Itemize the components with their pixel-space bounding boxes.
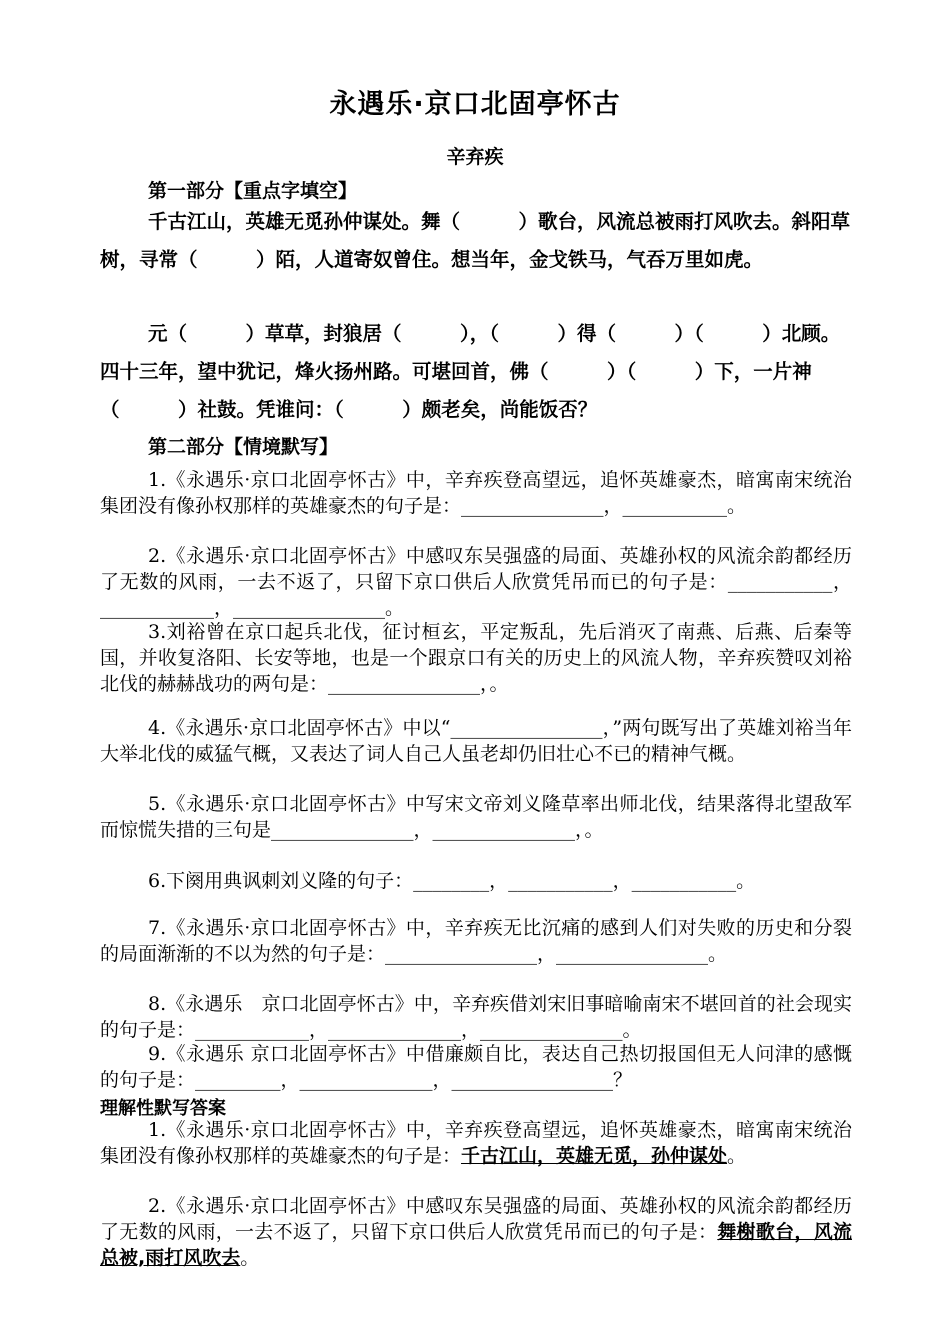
question-item: 4.《永遇乐·京口北固亭怀古》中以“________________，”两句既写出了英雄刘裕当年大举北伐的威猛气概，又表达了词人自己人虽老却仍旧壮心不已的精神气概。: [100, 717, 852, 765]
question-item: 7.《永遇乐·京口北固亭怀古》中，辛弃疾无比沉痛的感到人们对失败的历史和分裂的局面渐渐的不以为然的句子是：________________，________________。: [100, 917, 852, 965]
answer-end: 。: [727, 1145, 747, 1167]
poem-title: 永遇乐·京口北固亭怀古: [329, 89, 621, 120]
answer-highlight: 舞榭歌台，风流总被,雨打风吹去: [100, 1221, 852, 1269]
question-item: 9.《永遇乐 京口北固亭怀古》中借廉颇自比，表达自己热切报国但无人问津的感慨的句子是：_________，______________，_________________？: [100, 1043, 852, 1091]
fill-paragraph-1: 千古江山，英雄无觅孙仲谋处。舞（ ）歌台，风流总被雨打风吹去。斜阳草树，寻常（ ）陌，人道寄奴曾住。想当年，金戈铁马，气吞万里如虎。: [100, 210, 851, 271]
question-item: 2.《永遇乐·京口北固亭怀古》中感叹东吴强盛的局面、英雄孙权的风流余韵都经历了无数的风雨，一去不返了，只留下京口供后人欣赏凭吊而已的句子是：___________，____________，________________。: [100, 545, 852, 619]
answers-heading: 理解性默写答案: [100, 1098, 226, 1119]
answer-highlight: 千古江山，英雄无觅，孙仲谋处: [461, 1145, 728, 1167]
question-item: 8.《永遇乐 京口北固亭怀古》中，辛弃疾借刘宋旧事暗喻南宋不堪回首的社会现实的句子是：____________，______________，_______________。: [100, 993, 852, 1041]
question-item: 5.《永遇乐·京口北固亭怀古》中写宋文帝刘义隆草率出师北伐，结果落得北望敌军而惊慌失措的三句是_______________，_______________，。: [100, 793, 852, 841]
question-item: 6.下阕用典讽刺刘义隆的句子：________，___________，___________。: [148, 870, 756, 892]
poem-author: 辛弃疾: [446, 146, 504, 168]
answer-question-text: 1.《永遇乐·京口北固亭怀古》中，辛弃疾登高望远，追怀英雄豪杰，暗寓南宋统治集团没有像孙权那样的英雄豪杰的句子是：: [100, 1119, 852, 1167]
answer-item: [100, 1193, 852, 1271]
part1-heading: 第一部分【重点字填空】: [148, 180, 358, 202]
answer-question-text: 2.《永遇乐·京口北固亭怀古》中感叹东吴强盛的局面、英雄孙权的风流余韵都经历了无数的风雨，一去不返了，只留下京口供后人欣赏凭吊而已的句子是：: [100, 1195, 852, 1243]
fill-paragraph-2: 元（ ）草草，封狼居（ ），（ ）得（ ）（ ）北顾。四十三年，望中犹记，烽火扬州路。可堪回首，佛（ ）（ ）下，一片神（ ）社鼓。凭谁问：（ ）颇老矣，尚能饭否？: [100, 322, 841, 421]
part2-heading: 第二部分【情境默写】: [148, 436, 339, 458]
question-item: 1.《永遇乐·京口北固亭怀古》中，辛弃疾登高望远，追怀英雄豪杰，暗寓南宋统治集团没有像孙权那样的英雄豪杰的句子是：_______________，___________。: [100, 469, 852, 517]
answer-item: [100, 1117, 852, 1169]
answer-end: 。: [240, 1247, 260, 1269]
question-item: 3.刘裕曾在京口起兵北伐，征讨桓玄，平定叛乱，先后消灭了南燕、后燕、后秦等国，并收复洛阳、长安等地，也是一个跟京口有关的历史上的风流人物，辛弃疾赞叹刘裕北伐的赫赫战功的两句是：________________，。: [100, 621, 852, 695]
